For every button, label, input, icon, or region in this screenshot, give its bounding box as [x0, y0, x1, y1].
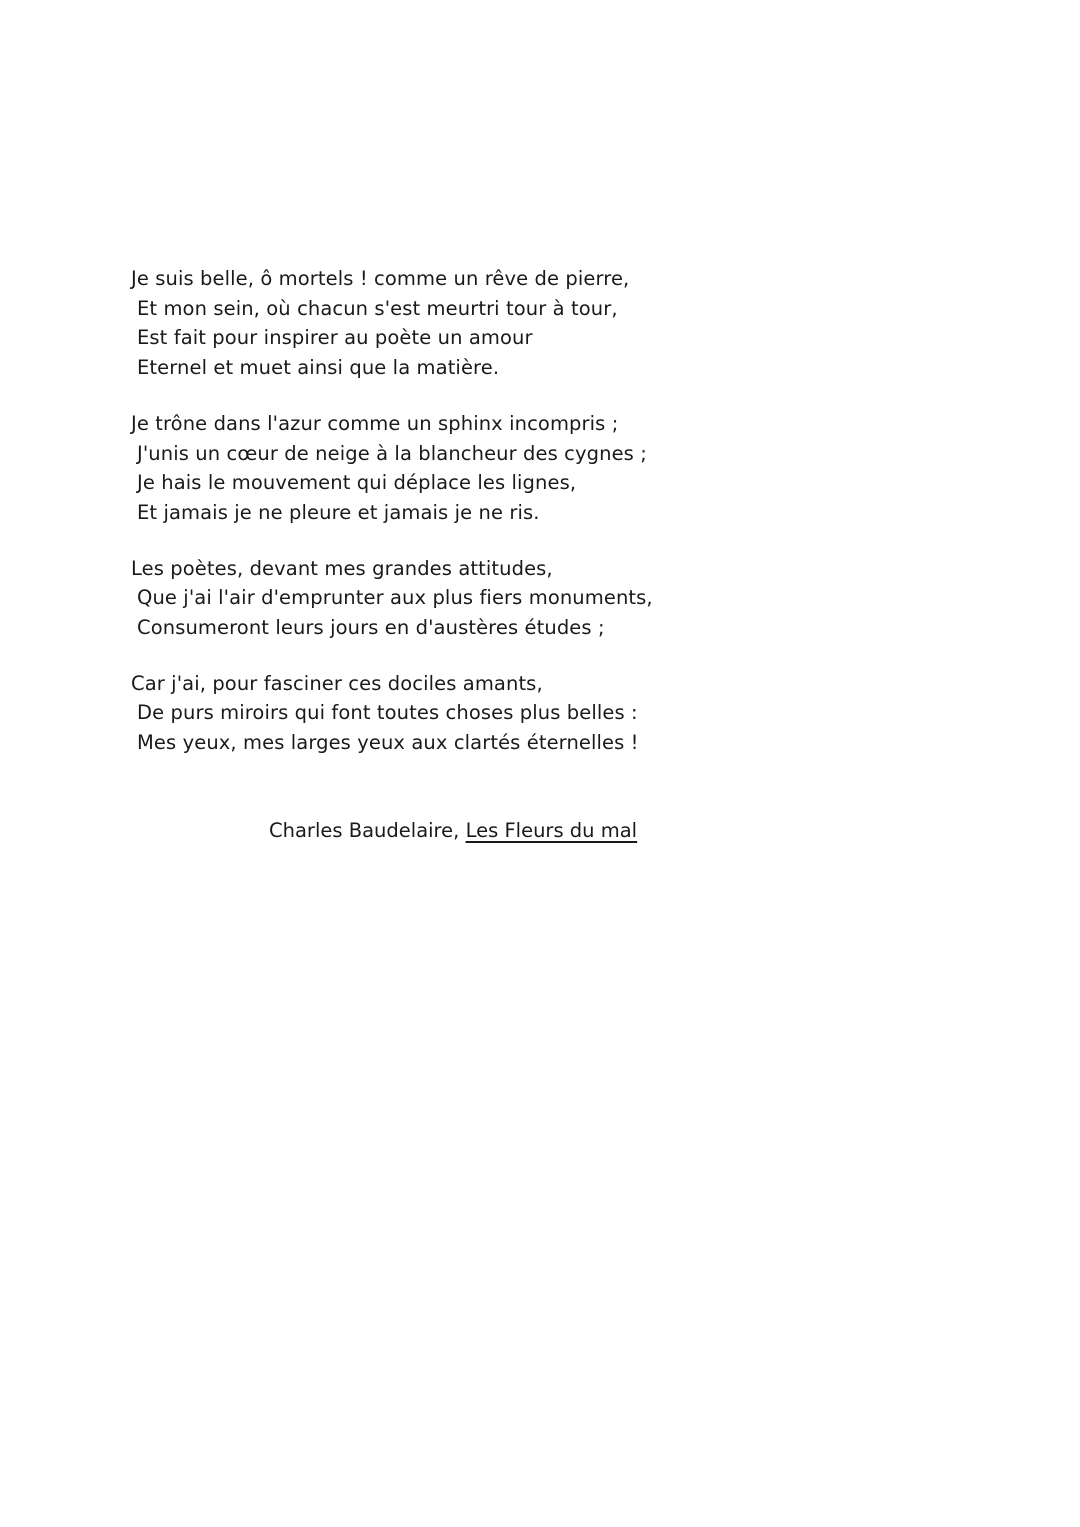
poem-line: Je trône dans l'azur comme un sphinx incompris ;	[131, 411, 619, 435]
attribution	[269, 816, 637, 846]
poem-line: Les poètes, devant mes grandes attitudes,	[131, 556, 553, 580]
author-name: Charles Baudelaire,	[269, 819, 460, 842]
stanza-2	[131, 409, 771, 528]
poem-line: Et jamais je ne pleure et jamais je ne ris.	[137, 500, 540, 524]
poem-line: Mes yeux, mes larges yeux aux clartés éternelles !	[137, 731, 639, 755]
poem-line: Je suis belle, ô mortels ! comme un rêve de pierre,	[131, 267, 630, 290]
poem-line: Que j'ai l'air d'emprunter aux plus fiers monuments,	[137, 586, 653, 610]
poem-line: De purs miroirs qui font toutes choses plus belles :	[137, 701, 638, 725]
poem	[131, 264, 771, 784]
poem-line: J'unis un cœur de neige à la blancheur des cygnes ;	[137, 441, 647, 465]
stanza-1	[131, 264, 771, 383]
poem-line: Car j'ai, pour fasciner ces dociles amants,	[131, 671, 543, 695]
poem-line: Et mon sein, où chacun s'est meurtri tour à tour,	[137, 296, 618, 320]
poem-line: Eternel et muet ainsi que la matière.	[137, 356, 500, 380]
poem-line: Je hais le mouvement qui déplace les lignes,	[137, 471, 577, 495]
stanza-3	[131, 554, 771, 643]
stanza-4	[131, 669, 771, 758]
work-title: Les Fleurs du mal	[465, 819, 638, 842]
poem-line: Est fait pour inspirer au poète un amour	[137, 326, 533, 350]
poem-line: Consumeront leurs jours en d'austères études ;	[137, 616, 605, 640]
